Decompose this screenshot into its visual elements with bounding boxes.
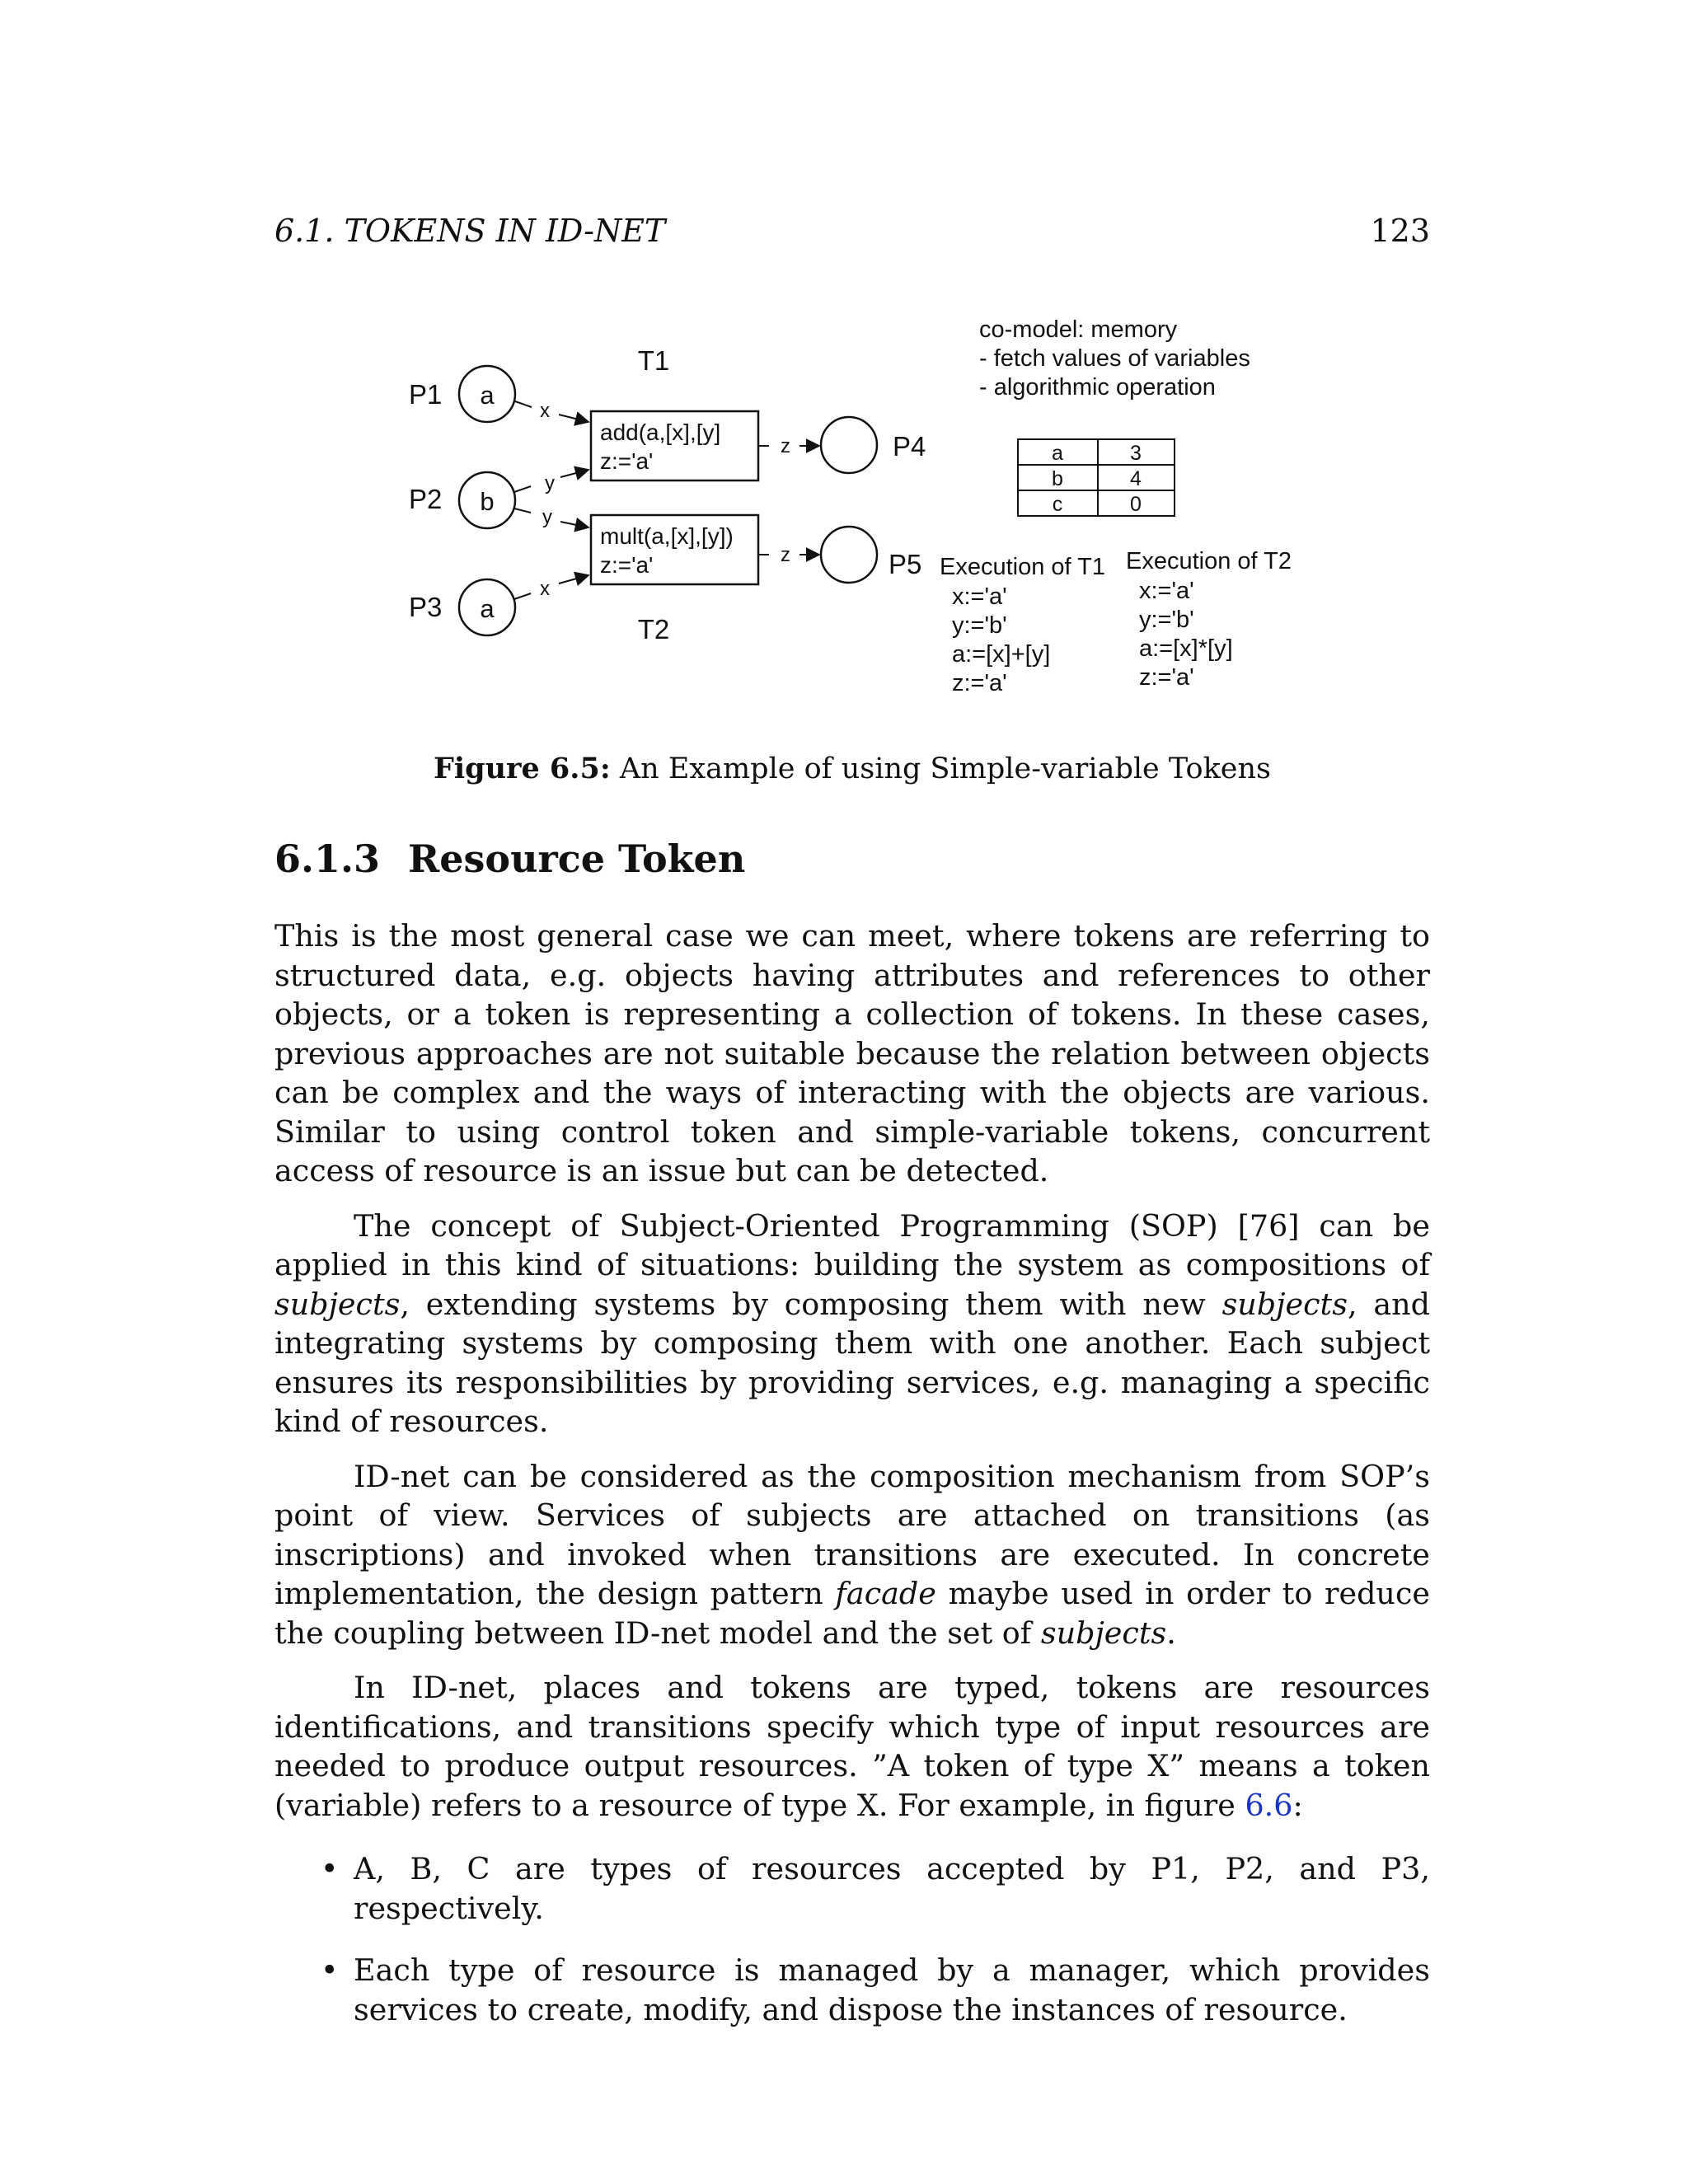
arc-label-p2-t1: y	[545, 472, 555, 494]
list-item: • Each type of resource is managed by a manager, which provides services to create, modify, and dispose the instances of resource.	[321, 1952, 1430, 2027]
arc-label-t1-p4: z	[781, 435, 790, 457]
place-token-p3: a	[480, 594, 495, 623]
paragraph-1: This is the most general case we can meet, where tokens are referring to structured data, e.g. objects having attributes and references to other objects, or a token is representing a collection of tokens. In these cases, previous approaches are not suitable because the relation between objects can be complex and the ways of interacting with the objects are various. Similar to using control token and simple-variable tokens, concurrent access of resource is an issue but can be detected.	[274, 918, 1430, 1188]
arc-p2-t2-b	[560, 522, 588, 527]
comodel-line-2: - algorithmic operation	[979, 374, 1216, 401]
place-label-p5: P5	[889, 549, 922, 579]
transition-t1-line2: z:='a'	[600, 448, 654, 474]
execution-t2-line-3: z:='a'	[1139, 664, 1194, 691]
memory-cell-a-name: a	[1052, 442, 1063, 465]
page-number: 123	[1370, 213, 1430, 249]
section-heading	[274, 837, 745, 881]
arc-p2-t1-a	[514, 486, 531, 492]
body-text	[274, 916, 1430, 2052]
memory-cell-c-value: 0	[1130, 493, 1142, 516]
memory-cell-b-value: 4	[1130, 467, 1142, 490]
paragraph-4: In ID-net, places and tokens are typed, tokens are resources identifications, and transitions specify which type of input resources are needed to produce output resources. ”A token of type X” means a token (variable) refers to a resource of type X. For example, in figure 6.6:	[274, 1670, 1430, 1823]
execution-t2-line-2: a:=[x]*[y]	[1139, 635, 1233, 662]
running-head-section: 6.1. TOKENS IN ID-NET	[274, 213, 666, 249]
memory-cell-c-name: c	[1052, 493, 1063, 516]
place-p5	[821, 527, 877, 583]
place-label-p3: P3	[409, 592, 443, 622]
arc-p1-t1-a	[515, 401, 532, 407]
transition-label-t1: T1	[637, 345, 670, 376]
paragraph-3: ID-net can be considered as the composition mechanism from SOP’s point of view. Services of subjects are attached on transitions (as inscriptions) and invoked when transitions are executed. In concrete implementation, the design pattern facade maybe used in order to reduce the coupling between ID-net model and the set of subjects.	[274, 1458, 1430, 1651]
memory-cell-a-value: 3	[1130, 442, 1142, 465]
execution-t1-line-2: a:=[x]+[y]	[952, 641, 1051, 668]
figure-6-6-link[interactable]: 6.6	[1245, 1787, 1293, 1823]
place-label-p4: P4	[893, 431, 926, 462]
figure-caption-text: An Example of using Simple-variable Tokens	[619, 752, 1272, 785]
list-item: • A, B, C are types of resources accepted by P1, P2, and P3, respectively.	[321, 1851, 1430, 1926]
memory-table	[1018, 439, 1175, 516]
arc-label-p2-t2: y	[542, 506, 552, 528]
figure-6-5-diagram	[0, 297, 1688, 725]
transition-t2-line2: z:='a'	[600, 552, 654, 578]
transition-label-t2: T2	[637, 614, 670, 644]
arc-label-t2-p5: z	[781, 544, 790, 566]
comodel-line-1: - fetch values of variables	[979, 345, 1250, 372]
paragraph-2: The concept of Subject-Oriented Programming (SOP) [76] can be applied in this kind of situations: building the system as compositions of subjects, extending systems by composing them with new subjects, and integrating systems by composing them with one another. Each subject ensures its responsibilities by providing services, e.g. managing a specific kind of resources.	[274, 1207, 1430, 1439]
running-head	[274, 213, 1430, 252]
figure-caption-number: Figure 6.5:	[433, 752, 611, 785]
execution-t2-title: Execution of T2	[1126, 548, 1292, 574]
place-label-p1: P1	[409, 379, 443, 410]
place-token-p1: a	[480, 381, 495, 410]
arc-label-p1-t1: x	[540, 400, 550, 422]
arc-p1-t1-b	[559, 415, 588, 422]
arc-label-p3-t2: x	[540, 578, 550, 600]
bullet-icon: •	[321, 1952, 339, 1988]
place-label-p2: P2	[409, 484, 443, 514]
comodel-title: co-model: memory	[979, 316, 1178, 343]
place-p4	[821, 417, 877, 473]
execution-t1-title: Execution of T1	[940, 554, 1105, 580]
execution-t1-line-3: z:='a'	[952, 670, 1007, 696]
memory-cell-b-name: b	[1052, 467, 1063, 490]
figure-caption	[274, 752, 1430, 785]
execution-t1-line-0: x:='a'	[952, 583, 1007, 610]
arc-p2-t2-a	[514, 509, 531, 513]
execution-t2-line-1: y:='b'	[1139, 607, 1194, 633]
arc-p2-t1-b	[560, 470, 588, 477]
execution-t1-line-1: y:='b'	[952, 612, 1007, 639]
place-token-p2: b	[480, 487, 495, 516]
transition-t2-line1: mult(a,[x],[y])	[600, 523, 734, 549]
arc-p3-t2-b	[559, 575, 588, 583]
section-number: 6.1.3	[274, 837, 381, 881]
section-title-text: Resource Token	[408, 837, 746, 881]
arc-p3-t2-a	[514, 593, 531, 599]
bullet-list	[274, 1849, 1430, 2029]
execution-t2-line-0: x:='a'	[1139, 578, 1194, 604]
transition-t1-line1: add(a,[x],[y]	[600, 419, 721, 445]
bullet-icon: •	[321, 1851, 339, 1886]
